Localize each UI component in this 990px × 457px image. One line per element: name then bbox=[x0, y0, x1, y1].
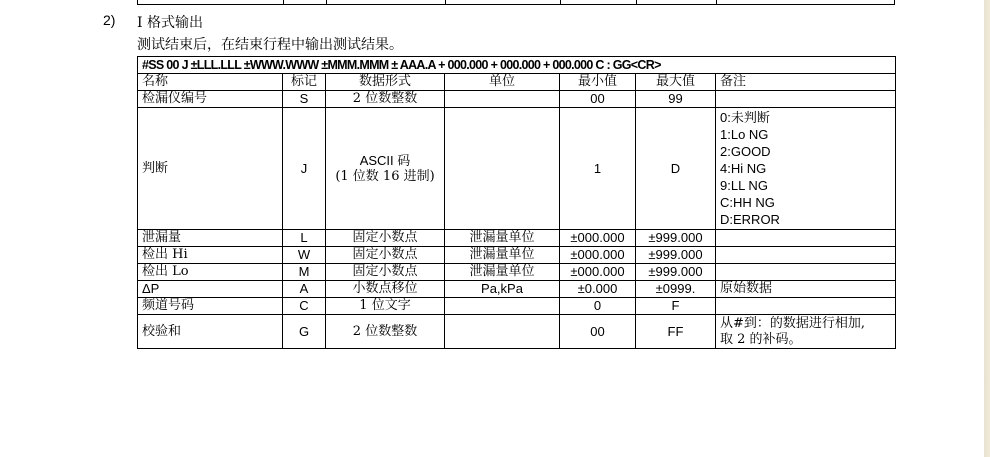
cell-note bbox=[716, 91, 896, 108]
cell-unit bbox=[445, 298, 560, 315]
header-unit: 单位 bbox=[445, 74, 560, 91]
cell-max: ±999.000 bbox=[636, 230, 716, 247]
table-row bbox=[138, 108, 896, 230]
cell-unit: 泄漏量单位 bbox=[445, 230, 560, 247]
cell-format: 1 位文字 bbox=[326, 298, 445, 315]
checksum-note-line-2: 取 2 的补码。 bbox=[720, 331, 802, 347]
judge-note: 4:Hi NG bbox=[720, 161, 767, 176]
cell-unit bbox=[445, 91, 560, 108]
section-description: 测试结束后，在结束行程中输出测试结果。 bbox=[137, 37, 403, 53]
cell-mark: S bbox=[283, 91, 326, 108]
cell-format: 固定小数点 bbox=[326, 247, 445, 264]
cell-format: 2 位数整数 bbox=[326, 91, 445, 108]
cell-mark: L bbox=[283, 230, 326, 247]
cell-min: 00 bbox=[560, 315, 636, 349]
cell-max: ±999.000 bbox=[636, 247, 716, 264]
cell-unit: Pa,kPa bbox=[445, 281, 560, 298]
cell-unit bbox=[445, 108, 560, 230]
cell-name: 检漏仪编号 bbox=[138, 91, 283, 108]
cell-max: ±999.000 bbox=[636, 264, 716, 281]
judge-note: 1:Lo NG bbox=[720, 127, 769, 142]
header-row bbox=[138, 74, 896, 91]
cell-max: FF bbox=[636, 315, 716, 349]
cell-min: ±000.000 bbox=[560, 230, 636, 247]
cell-format bbox=[326, 108, 445, 230]
cell-min: 1 bbox=[560, 108, 636, 230]
table-row bbox=[138, 91, 896, 108]
cell-max: D bbox=[636, 108, 716, 230]
cell-note bbox=[716, 264, 896, 281]
cell-min: ±000.000 bbox=[560, 264, 636, 281]
page-edge bbox=[984, 0, 990, 457]
cell-note bbox=[716, 230, 896, 247]
cell-format: 2 位数整数 bbox=[326, 315, 445, 349]
section-number: 2) bbox=[103, 12, 116, 28]
cell-name: 判断 bbox=[138, 108, 283, 230]
table-row bbox=[138, 247, 896, 264]
cell-note bbox=[716, 108, 896, 230]
format-line-1: ASCII 码 bbox=[359, 152, 411, 168]
cell-unit bbox=[445, 315, 560, 349]
header-max: 最大值 bbox=[636, 74, 716, 91]
cell-mark: W bbox=[283, 247, 326, 264]
cell-format: 固定小数点 bbox=[326, 264, 445, 281]
cell-name: ΔP bbox=[138, 281, 283, 298]
cell-note: 原始数据 bbox=[716, 281, 896, 298]
cell-min: 00 bbox=[560, 91, 636, 108]
judge-note: 9:LL NG bbox=[720, 178, 768, 193]
cell-mark: J bbox=[283, 108, 326, 230]
cell-mark: M bbox=[283, 264, 326, 281]
cell-min: ±0.000 bbox=[560, 281, 636, 298]
cell-format: 小数点移位 bbox=[326, 281, 445, 298]
cell-min: 0 bbox=[560, 298, 636, 315]
checksum-note-line-1: 从#到：的数据进行相加, bbox=[720, 315, 866, 331]
judge-note: C:HH NG bbox=[720, 195, 775, 210]
cell-unit: 泄漏量单位 bbox=[445, 247, 560, 264]
cell-mark: A bbox=[283, 281, 326, 298]
table-row bbox=[138, 298, 896, 315]
cell-max: ±0999. bbox=[636, 281, 716, 298]
header-note: 备注 bbox=[716, 74, 896, 91]
format-line-row bbox=[138, 57, 896, 74]
cell-note bbox=[716, 315, 896, 349]
section-title: I 格式输出 bbox=[137, 15, 203, 31]
judge-note: 2:GOOD bbox=[720, 144, 771, 159]
cell-mark: G bbox=[283, 315, 326, 349]
format-line-2: (1 位数 16 进制) bbox=[335, 168, 435, 184]
table-row bbox=[138, 281, 896, 298]
previous-table-bottom bbox=[137, 0, 895, 5]
header-min: 最小值 bbox=[560, 74, 636, 91]
table-row bbox=[138, 264, 896, 281]
cell-note bbox=[716, 247, 896, 264]
cell-unit: 泄漏量单位 bbox=[445, 264, 560, 281]
cell-name: 泄漏量 bbox=[138, 230, 283, 247]
cell-note bbox=[716, 298, 896, 315]
judge-note: 0:未判断 bbox=[720, 110, 770, 125]
table-row bbox=[138, 230, 896, 247]
cell-name: 检出 Lo bbox=[138, 264, 283, 281]
cell-max: F bbox=[636, 298, 716, 315]
header-format: 数据形式 bbox=[326, 74, 445, 91]
judge-note: D:ERROR bbox=[720, 212, 780, 227]
header-mark: 标记 bbox=[283, 74, 326, 91]
format-line: #SS 00 J ±LLL.LLL ±WWW.WWW ±MMM.MMM ± AAA.A + 000.000 + 000.000 + 000.000 C : GG<CR> bbox=[138, 57, 896, 74]
cell-name: 频道号码 bbox=[138, 298, 283, 315]
cell-name: 校验和 bbox=[138, 315, 283, 349]
output-format-table bbox=[137, 56, 896, 349]
cell-name: 检出 Hi bbox=[138, 247, 283, 264]
header-name: 名称 bbox=[138, 74, 283, 91]
cell-mark: C bbox=[283, 298, 326, 315]
cell-max: 99 bbox=[636, 91, 716, 108]
cell-format: 固定小数点 bbox=[326, 230, 445, 247]
cell-min: ±000.000 bbox=[560, 247, 636, 264]
table-row bbox=[138, 315, 896, 349]
